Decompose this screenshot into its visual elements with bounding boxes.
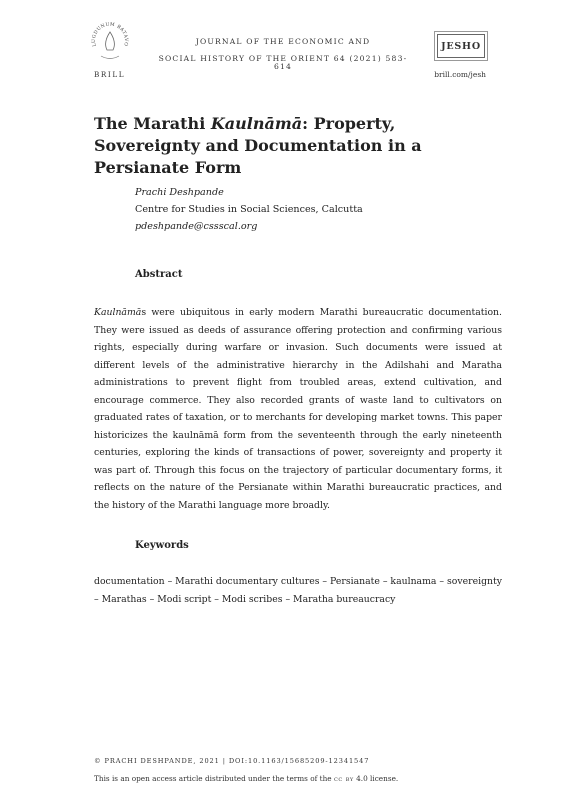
license-note: This is an open access article distributed under the terms of the cc by 4.0 license.: [94, 774, 399, 783]
abstract-heading: Abstract: [135, 269, 183, 280]
brill-seal-text: LUGDUNUM BATAVO: [91, 22, 129, 47]
keywords-text: documentation – Marathi documentary cultures – Persianate – kaulnama – sovereignty – Marathas – Modi script – Modi scribes – Maratha bureaucracy: [94, 576, 502, 605]
author-name: Prachi Deshpande: [135, 187, 224, 198]
publisher-name: BRILL: [94, 70, 126, 79]
copyright-doi: © PRACHI DESHPANDE, 2021 | DOI:10.1163/15685209-12341547: [94, 757, 370, 765]
svg-text:LUGDUNUM BATAVORUM: [88, 16, 129, 47]
abstract-lead-term: Kaulnāmā: [94, 307, 142, 318]
journal-url-link[interactable]: brill.com/jesh: [434, 70, 486, 79]
keywords-heading: Keywords: [135, 540, 189, 551]
journal-title-line-2: SOCIAL HISTORY OF THE ORIENT 64 (2021) 583-614: [158, 54, 408, 71]
brill-logo: [88, 16, 132, 66]
jesho-logo: JESHO: [437, 34, 485, 58]
title-italic-term: Kaulnāmā: [210, 114, 303, 133]
license-cc-by[interactable]: cc by: [333, 774, 354, 783]
abstract-text: Kaulnāmās were ubiquitous in early modern Marathi bureaucratic documentation. They were issued as deeds of assurance offering protection and confirming various rights, especially during warfare or invasion. Such documents were issued at different levels of the administrative hierarchy in the Adilshahi and Maratha administrations to prevent flight from troubled areas, extend cultivation, and encourage commerce. They also recorded grants of waste land to cultivators on graduated rates of taxation, or to merchants for developing market towns. This paper historicizes the kaulnāmā form from the seventeenth through the early nineteenth centuries, exploring the kinds of transactions of power, sovereignty and property it was part of. Through this focus on the trajectory of particular documentary forms, it reflects on the nature of the Persianate within Marathi bureaucratic practices, and the history of the Marathi language more broadly.: [94, 307, 502, 511]
brill-seal-icon: [88, 16, 132, 66]
author-affiliation: Centre for Studies in Social Sciences, Calcutta: [135, 204, 363, 215]
article-title: The Marathi Kaulnāmā: Property, Sovereignty and Documentation in a Persianate Form: [94, 114, 422, 177]
author-block: [135, 184, 363, 235]
author-email-link[interactable]: pdeshpande@cssscal.org: [135, 221, 258, 232]
journal-title-line-1: JOURNAL OF THE ECONOMIC AND: [195, 37, 371, 46]
